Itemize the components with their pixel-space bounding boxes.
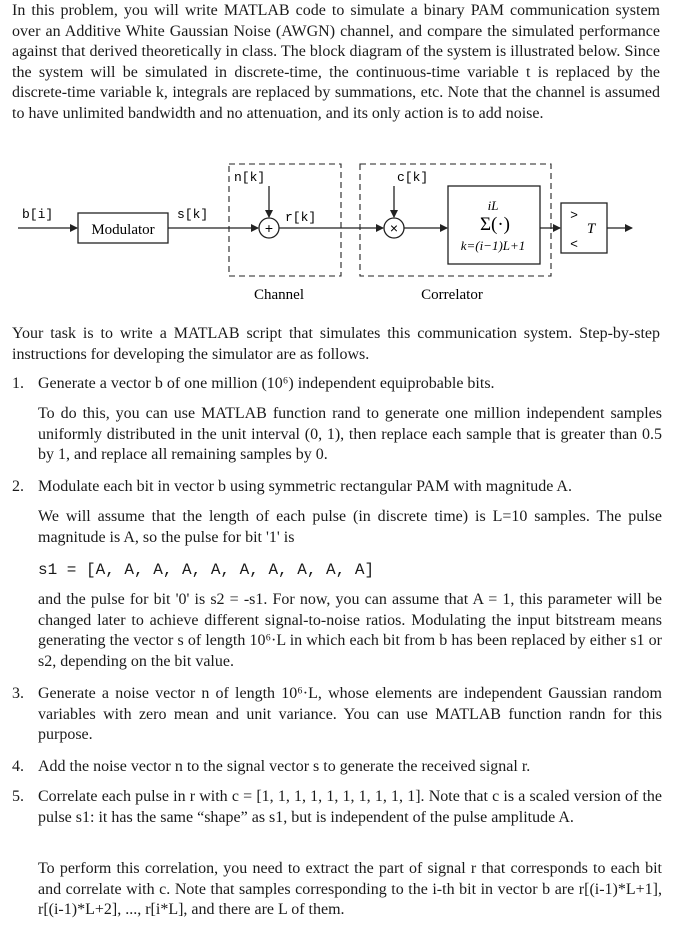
step-2-detail-1: We will assume that the length of each pulse (in discrete time) is L=10 samples. The pulse magnitude is A, so the pulse for bit '1' is	[38, 508, 662, 546]
threshold-label: T	[586, 221, 596, 237]
channel-caption: Channel	[254, 287, 304, 303]
sum-symbol: Σ(·)	[479, 214, 511, 235]
received-label: r[k]	[285, 210, 317, 225]
sum-upper: iL	[487, 198, 499, 213]
correlator-caption: Correlator	[421, 287, 483, 303]
pulse-code: s1 = [A, A, A, A, A, A, A, A, A, A]	[38, 561, 375, 579]
signal-label: s[k]	[177, 207, 209, 222]
noise-label: n[k]	[234, 170, 266, 185]
corr-label: c[k]	[397, 170, 429, 185]
step-4-text: Add the noise vector n to the signal vector s to generate the received signal r.	[38, 758, 531, 775]
step-1-number: 1.	[12, 375, 24, 392]
step-4-number: 4.	[12, 758, 24, 775]
intro-paragraph: In this problem, you will write MATLAB code to simulate a binary PAM communication system over an Additive White Gaussian Noise (AWGN) channel, and compare the simulated performance against that derived theoretically in class. The block diagram of the system is illustrated below. Since the system will be simulated in discrete-time, the continuous-time variable t is replaced by the discrete-time variable k, integrals are replaced by summations, etc. Note that the channel is assumed to have unlimited bandwidth and no attenuation, and its only action is to add noise.	[12, 2, 660, 122]
step-1-detail: To do this, you can use MATLAB function rand to generate one million independent samples uniformly distributed in the unit interval (0, 1), then replace each sample that is greater than 0.5 by 1, and replace all remaining samples by 0.	[38, 405, 662, 464]
step-3-number: 3.	[12, 685, 24, 702]
step-5-detail: To perform this correlation, you need to extract the part of signal r that corresponds to each bit and correlate with c. Note that samples corresponding to the i-th bit in vector b are r[(i-1)*L+1], r[(i-1)*L+2], ..., r[i*L], and there are L of them.	[38, 860, 662, 919]
step-2-number: 2.	[12, 478, 24, 495]
step-1-text: Generate a vector b of one million (10⁶) independent equiprobable bits.	[38, 375, 495, 392]
step-5-text: Correlate each pulse in r with c = [1, 1, 1, 1, 1, 1, 1, 1, 1, 1]. Note that c is a scaled version of the pulse s1: it has the same “shape” as s1, but is independent of the pulse amplitude A.	[38, 788, 662, 826]
block-diagram	[0, 150, 689, 305]
sum-lower: k=(i−1)L+1	[460, 238, 526, 253]
comparator-gt: >	[570, 207, 578, 222]
task-intro: Your task is to write a MATLAB script that simulates this communication system. Step-by-step instructions for developing the simulator are as follows.	[12, 325, 660, 363]
step-5-number: 5.	[12, 788, 24, 805]
input-label: b[i]	[22, 207, 54, 222]
step-2-text: Modulate each bit in vector b using symmetric rectangular PAM with magnitude A.	[38, 478, 572, 495]
comparator-block	[561, 203, 607, 253]
step-2-detail-2: and the pulse for bit '0' is s2 = -s1. For now, you can assume that A = 1, this parameter will be changed later to achieve different signal-to-noise ratios. Modulating the input bitstream means generating the vector s of length 10⁶·L in which each bit from b has been replaced by either s1 or s2, depending on the bit value.	[38, 591, 662, 670]
adder-symbol: +	[264, 220, 274, 236]
step-3-text: Generate a noise vector n of length 10⁶·L, whose elements are independent Gaussian random variables with zero mean and unit variance. You can use MATLAB function randn for this purpose.	[38, 685, 662, 744]
modulator-label: Modulator	[91, 222, 155, 238]
comparator-lt: <	[570, 236, 578, 251]
multiplier-symbol: ×	[389, 220, 399, 236]
